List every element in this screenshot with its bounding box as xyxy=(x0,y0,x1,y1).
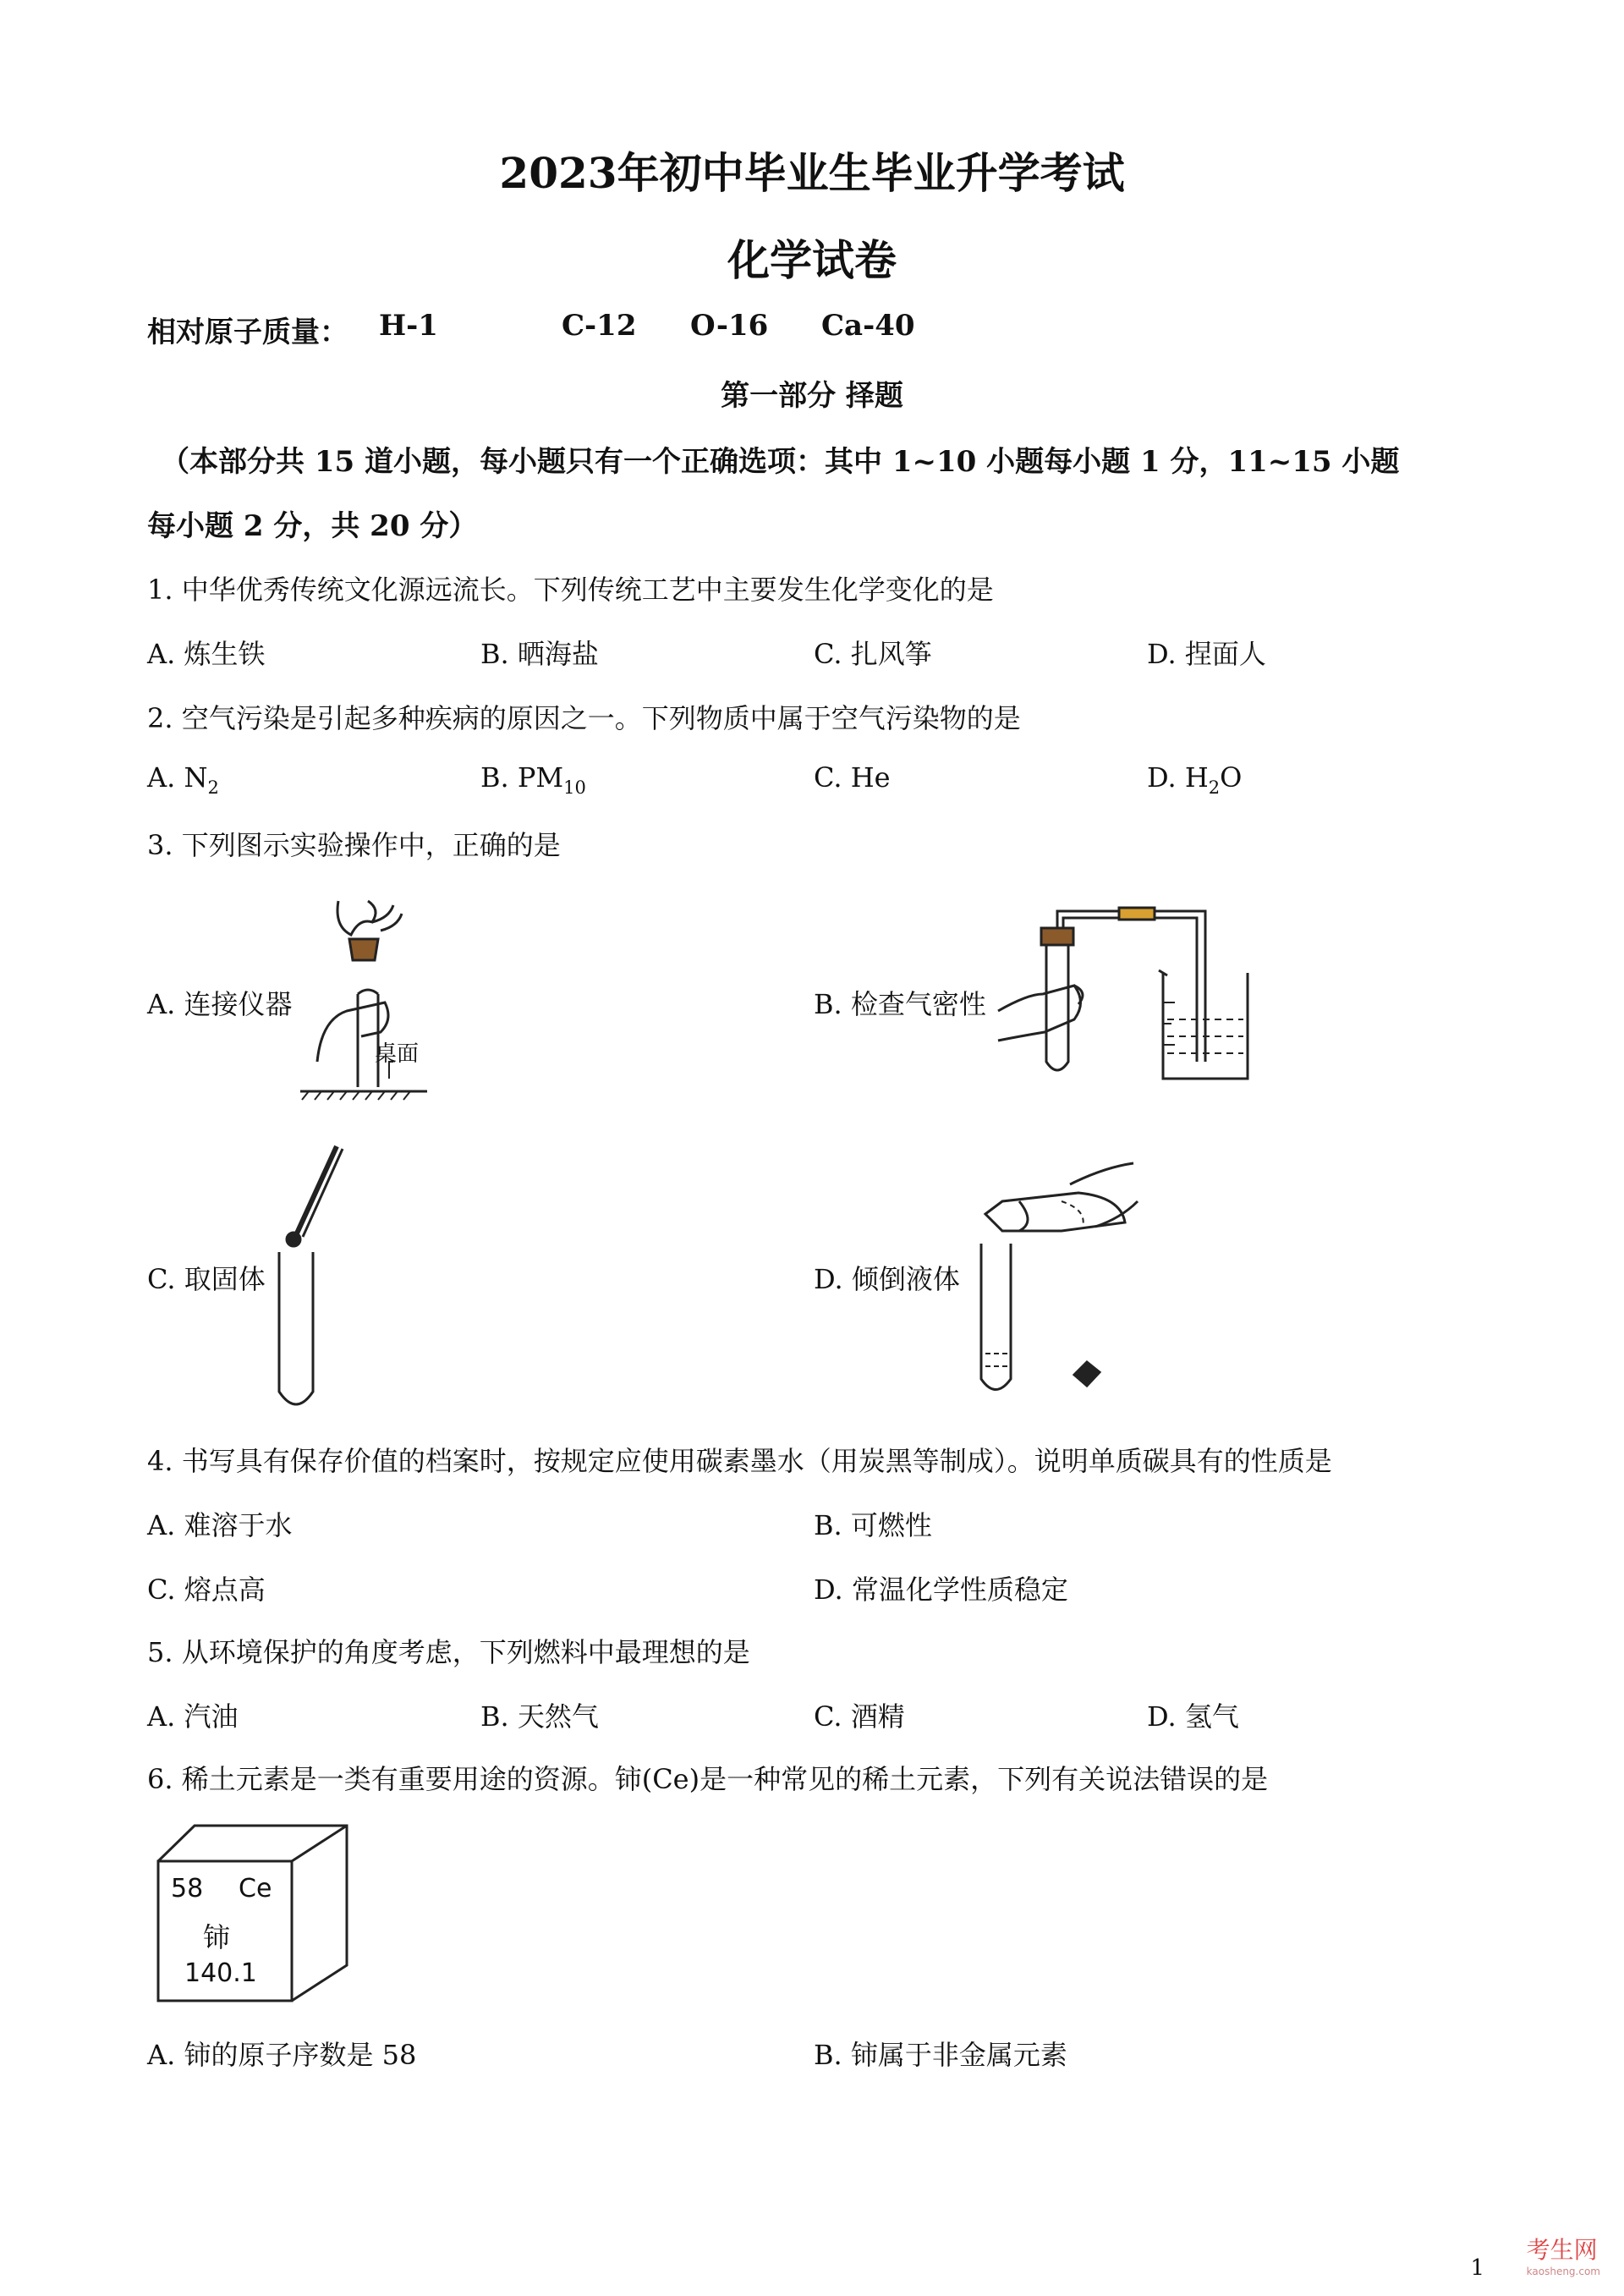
part-instruction-line2: 每小题 2 分，共 20 分） xyxy=(147,509,478,543)
question-2-option-c: C. He xyxy=(814,761,891,794)
figure-airtightness-check xyxy=(994,893,1273,1087)
figure-take-solid xyxy=(262,1142,355,1413)
element-card xyxy=(156,1823,351,2005)
question-5-stem: 5. 从环境保护的角度考虑，下列燃料中最理想的是 xyxy=(147,1636,750,1668)
question-5-option-a: A. 汽油 xyxy=(147,1700,239,1733)
question-1-option-a: A. 炼生铁 xyxy=(147,638,266,670)
question-4-option-a: A. 难溶于水 xyxy=(147,1509,293,1541)
question-1-stem: 1. 中华优秀传统文化源远流长。下列传统工艺中主要发生化学变化的是 xyxy=(147,574,994,606)
watermark-logo xyxy=(1527,2232,1600,2277)
question-2-option-b: B. $PM_{10}$ xyxy=(480,761,586,798)
question-3-option-d: D. 倾倒液体 xyxy=(814,1263,960,1295)
element-symbol: Ce xyxy=(239,1874,272,1903)
atomic-mass-h: H-1 xyxy=(379,309,438,343)
atomic-mass-label: 相对原子质量： xyxy=(147,316,348,349)
question-4-option-b: B. 可燃性 xyxy=(814,1509,932,1541)
question-5-option-b: B. 天然气 xyxy=(480,1700,599,1733)
atomic-mass-c: C-12 xyxy=(562,309,637,343)
element-name: 铈 xyxy=(203,1921,231,1953)
question-2-option-a: A. $N_2$ xyxy=(147,761,219,798)
exam-subtitle: 化学试卷 xyxy=(727,235,897,285)
question-1-option-c: C. 扎风筝 xyxy=(814,638,932,670)
part-heading: 第一部分 择题 xyxy=(721,379,903,413)
element-mass: 140.1 xyxy=(184,1958,257,1988)
question-4-stem: 4. 书写具有保存价值的档案时，按规定应使用碳素墨水（用炭黑等制成）。说明单质碳具有的性质是 xyxy=(147,1445,1332,1477)
question-1-option-b: B. 晒海盐 xyxy=(480,638,599,670)
question-6-option-b: B. 铈属于非金属元素 xyxy=(814,2039,1067,2071)
question-3-stem: 3. 下列图示实验操作中，正确的是 xyxy=(147,829,561,861)
question-3-option-a: A. 连接仪器 xyxy=(147,988,293,1020)
exam-title: 2023年初中毕业生毕业升学考试 xyxy=(499,148,1125,198)
figure-connect-apparatus xyxy=(300,893,427,1104)
question-5-option-d: D. 氢气 xyxy=(1147,1700,1239,1733)
question-6-stem: 6. 稀土元素是一类有重要用途的资源。铈(Ce)是一种常见的稀土元素，下列有关说法错误的是 xyxy=(147,1763,1269,1795)
page-number: 1 xyxy=(1470,2255,1484,2281)
atomic-mass-o: O-16 xyxy=(690,309,769,343)
question-6-option-a: A. 铈的原子序数是 58 xyxy=(147,2039,417,2071)
question-4-option-c: C. 熔点高 xyxy=(147,1574,266,1606)
atomic-mass-line xyxy=(147,309,993,349)
question-5-option-c: C. 酒精 xyxy=(814,1700,905,1733)
question-1-option-d: D. 捏面人 xyxy=(1147,638,1266,670)
watermark-url: kaosheng.com xyxy=(1526,2266,1600,2277)
element-number: 58 xyxy=(171,1874,204,1903)
question-3-option-b: B. 检查气密性 xyxy=(814,988,986,1020)
part-instruction-line1: （本部分共 15 道小题，每小题只有一个正确选项：其中 1~10 小题每小题 1 分，11~15 小题 xyxy=(161,445,1400,479)
figure-pour-liquid xyxy=(977,1151,1146,1404)
watermark-text: 考生网 xyxy=(1526,2236,1598,2264)
desk-label: 桌面 xyxy=(375,1041,420,1067)
question-2-option-d: D. $H_2O$ xyxy=(1147,761,1243,798)
atomic-mass-ca: Ca-40 xyxy=(821,309,915,343)
question-3-option-c: C. 取固体 xyxy=(147,1263,266,1295)
question-2-stem: 2. 空气污染是引起多种疾病的原因之一。下列物质中属于空气污染物的是 xyxy=(147,702,1021,734)
question-4-option-d: D. 常温化学性质稳定 xyxy=(814,1574,1068,1606)
